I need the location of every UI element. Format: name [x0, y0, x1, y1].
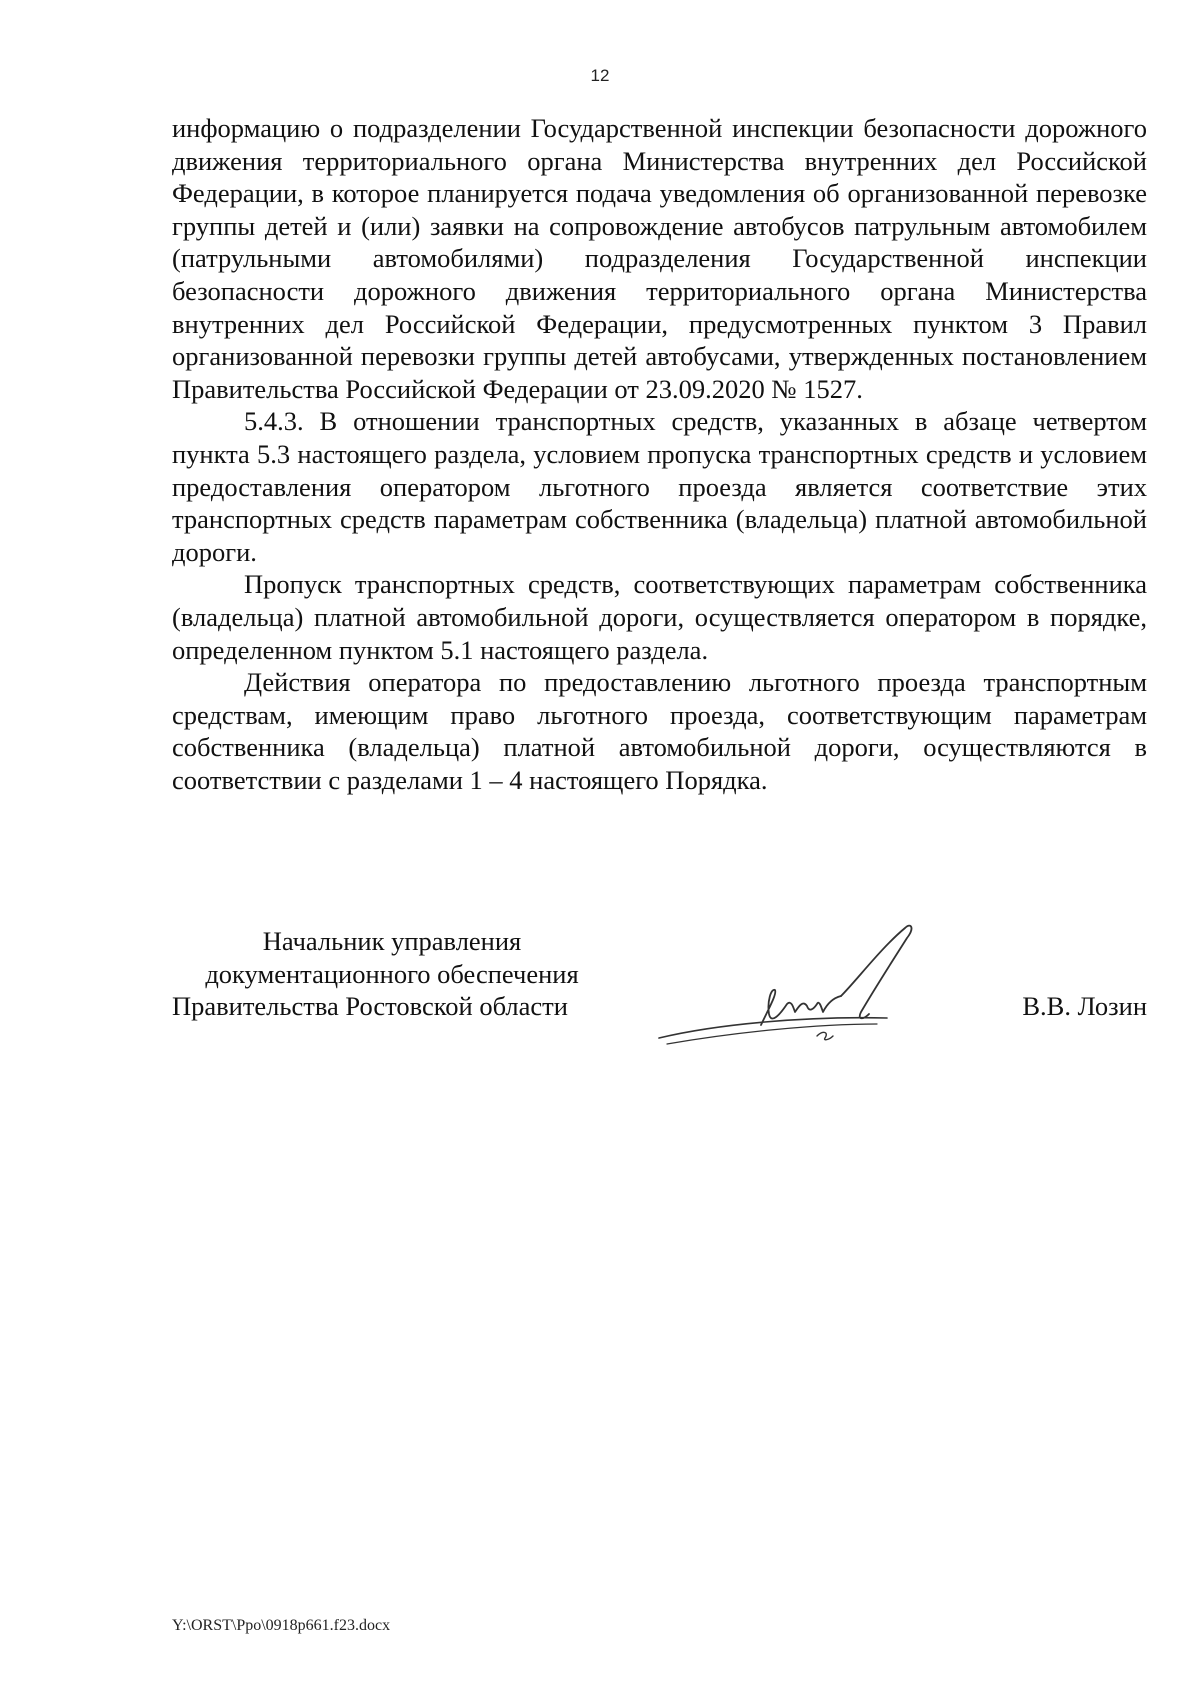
signature-block	[172, 925, 1147, 1065]
signer-name: В.В. Лозин	[1022, 991, 1147, 1021]
signer-title-line-2: документационного обеспечения	[205, 958, 579, 989]
paragraph-continuation: информацию о подразделении Государственной инспекции безопасности дорожного движения территориального органа Министерства внутренних дел Российской Федерации, в которое планируется подача уведомления об организованной перевозке группы детей и (или) заявки на сопровождение автобусов патрульным автомобилем (патрульными автомобилями) подразделения Государственной инспекции безопасности дорожного движения территориального органа Министерства внутренних дел Российской Федерации, предусмотренных пунктом 3 Правил организованной перевозки группы детей автобусами, утвержденных постановлением Правительства Российской Федерации от 23.09.2020 № 1527.	[172, 113, 1147, 404]
paragraph-pass: Пропуск транспортных средств, соответствующих параметрам собственника (владельца) платной автомобильной дороги, осуществляется оператором в порядке, определенном пунктом 5.1 настоящего раздела.	[172, 569, 1147, 665]
signer-title-line-3: Правительства Ростовской области	[172, 991, 568, 1022]
page-number: 12	[590, 66, 610, 85]
file-path-footer: Y:\ORST\Ppo\0918p661.f23.docx	[172, 1617, 391, 1634]
signer-title-line-1: Начальник управления	[262, 926, 522, 956]
paragraph-5-4-3: 5.4.3. В отношении транспортных средств, указанных в абзаце четвертом пункта 5.3 настоящего раздела, условием пропуска транспортных средств и условием предоставления оператором льготного проезда является соответствие этих транспортных средств параметрам собственника (владельца) платной автомобильной дороги.	[172, 406, 1147, 567]
handwritten-signature	[657, 920, 947, 1050]
signer-title	[172, 925, 612, 1023]
paragraph-operator-actions: Действия оператора по предоставлению льготного проезда транспортным средствам, имеющим право льготного проезда, соответствующим параметрам собственника (владельца) платной автомобильной дороги, осуществляются в соответствии с разделами 1 – 4 настоящего Порядка.	[172, 667, 1147, 795]
document-body	[172, 112, 1147, 796]
